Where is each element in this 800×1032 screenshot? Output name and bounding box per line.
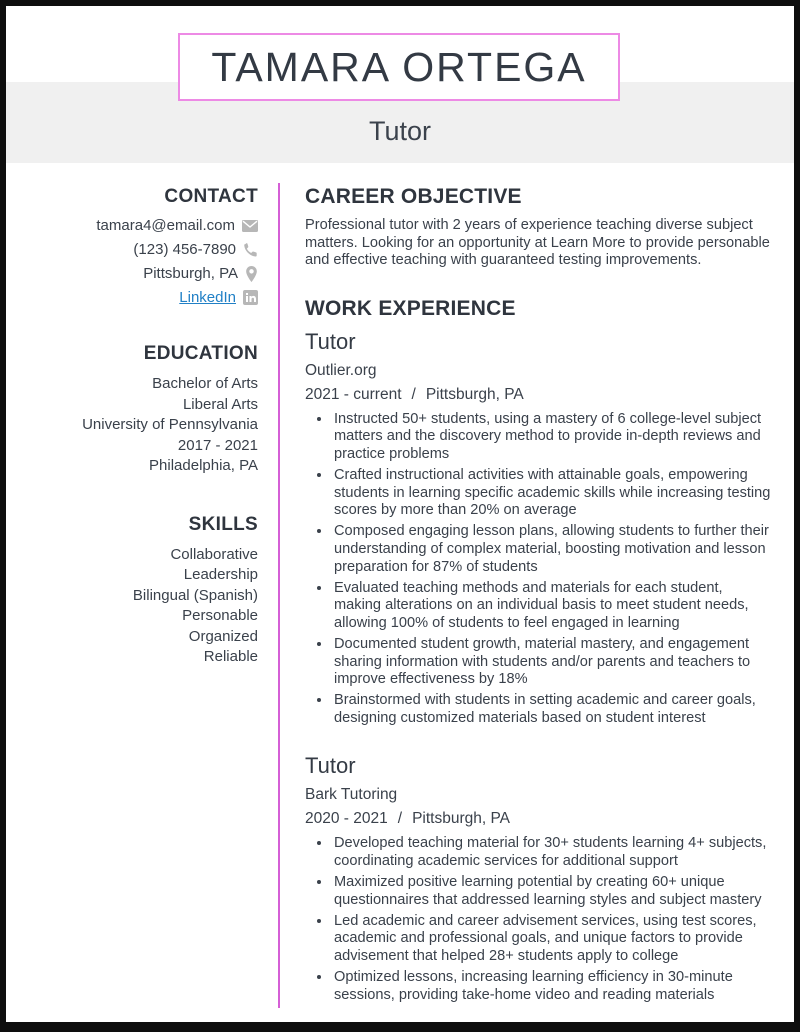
skill-item: Personable — [182, 607, 258, 624]
job-bullet: • Led academic and career advisement services, using test scores, academic and professional goals, and unique factors to provide advisement that helped 28+ students apply to college — [332, 913, 772, 966]
meta-separator: / — [397, 810, 403, 828]
job-bullet: • Documented student growth, material mastery, and engagement sharing information with students and/or parents and teachers to improve effectiveness by 18% — [332, 636, 772, 689]
job-location: Pittsburgh, PA — [412, 810, 510, 828]
job-bullet: • Maximized positive learning potential by creating 60+ unique questionnaires that addressed learning styles and subject mastery — [332, 874, 772, 909]
job-title: Tutor — [305, 753, 356, 779]
job-bullet: • Brainstormed with students in setting academic and career goals, designing customized materials based on student interest — [332, 692, 772, 727]
education-location: Philadelphia, PA — [149, 457, 258, 474]
job-title: Tutor — [305, 328, 356, 354]
skill-item: Organized — [188, 627, 258, 645]
phone-icon — [243, 242, 258, 257]
job-bullet: • Developed teaching material for 30+ students learning 4+ subjects, coordinating academic services for additional support — [332, 835, 772, 870]
education-major: Liberal Arts — [182, 395, 258, 413]
job-bullet: • Composed engaging lesson plans, allowing students to further their understanding of complex material, boosting motivation and lesson preparation for 87% of students — [332, 523, 772, 576]
job-bullet: • Evaluated teaching methods and materials for each student, making alterations on an individual basis to meet student needs, allowing 100% of students to feel engaged in learning — [332, 580, 772, 633]
contact-linkedin-row — [18, 289, 258, 306]
education-degree: Bachelor of Arts — [152, 375, 258, 392]
resume-page — [6, 6, 794, 1022]
sidebar — [6, 183, 278, 1008]
work-experience-section — [305, 297, 772, 1004]
career-objective-section — [305, 185, 772, 270]
job-dates: 2021 - current — [305, 385, 402, 403]
skills-section — [18, 514, 258, 668]
job-company: Outlier.org — [305, 361, 377, 379]
linkedin-icon — [243, 290, 258, 305]
candidate-name: TAMARA ORTEGA — [211, 43, 587, 90]
skill-item: Bilingual (Spanish) — [132, 586, 258, 604]
contact-phone-row — [18, 241, 258, 258]
skill-item: Collaborative — [170, 545, 258, 563]
contact-location-row — [18, 265, 258, 282]
education-school: University of Pennsylvania — [82, 416, 258, 433]
contact-heading: CONTACT — [164, 186, 258, 207]
job-bullet-list — [305, 411, 772, 728]
contact-email-row — [18, 217, 258, 234]
linkedin-link[interactable]: LinkedIn — [179, 289, 236, 306]
job-bullet-list — [305, 835, 772, 1004]
location-text: Pittsburgh, PA — [143, 265, 238, 282]
skills-heading: SKILLS — [188, 513, 258, 535]
education-dates: 2017 - 2021 — [177, 436, 258, 454]
meta-separator: / — [411, 385, 416, 403]
job-bullet: • Optimized lessons, increasing learning efficiency in 30-minute sessions, providing take-home video and reading materials — [332, 969, 772, 1004]
contact-section — [18, 186, 258, 306]
job-meta — [305, 810, 772, 828]
candidate-job-title: Tutor — [368, 116, 431, 146]
career-objective-heading: CAREER OBJECTIVE — [305, 185, 522, 208]
education-heading: EDUCATION — [143, 343, 258, 364]
skill-item: Reliable — [203, 648, 258, 665]
job-bullet: • Crafted instructional activities with attainable goals, empowering students in learning specific academic skills while increasing testing scores by more than 20% on average — [332, 467, 772, 520]
job-dates: 2020 - 2021 — [305, 810, 388, 828]
phone-text: (123) 456-7890 — [133, 241, 236, 258]
job-company: Bark Tutoring — [305, 786, 398, 804]
work-experience-heading: WORK EXPERIENCE — [305, 296, 516, 320]
education-section — [18, 343, 258, 477]
email-text: tamara4@email.com — [96, 217, 235, 234]
envelope-icon — [242, 220, 258, 232]
resume-body — [6, 183, 794, 1008]
location-pin-icon — [245, 266, 258, 282]
job-bullet: • Instructed 50+ students, using a mastery of 6 college-level subject matters and the discovery method to provide in-depth reviews and practice problems — [332, 411, 772, 464]
job-entry — [305, 753, 772, 1004]
main-column — [278, 183, 794, 1008]
job-meta — [305, 386, 772, 404]
skill-item: Leadership — [183, 566, 258, 583]
name-box — [178, 33, 620, 101]
career-objective-text: Professional tutor with 2 years of experience teaching diverse subject matters. Looking for an opportunity at Learn More to provide personable and effective teaching with guaranteed testing improvements. — [305, 217, 770, 269]
job-location: Pittsburgh, PA — [425, 385, 524, 403]
job-entry — [305, 329, 772, 728]
